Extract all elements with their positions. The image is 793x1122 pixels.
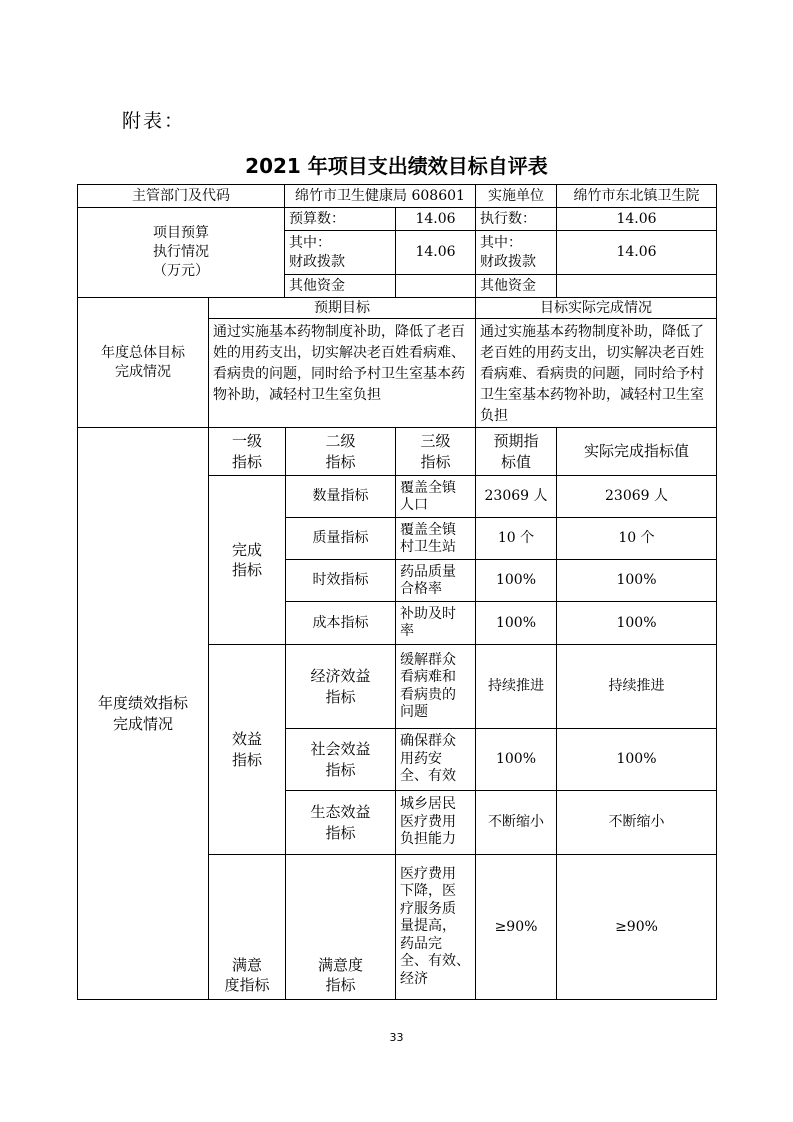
row-level3: 医疗费用 下降，医 疗服务质 量提高， 药品完 全、有效、 经济 [395, 854, 476, 1000]
fiscal-exec-label: 其中： 财政拨款 [475, 230, 557, 275]
unit-label: 实施单位 [475, 184, 557, 208]
row-level3: 确保群众 用药安 全、有效 [395, 728, 476, 791]
row-expected: 100% [475, 728, 557, 791]
row-expected: 不断缩小 [475, 790, 557, 855]
row-actual: 10 个 [556, 517, 717, 560]
row-level3: 覆盖全镇 村卫生站 [395, 517, 476, 560]
header-level1: 一级 指标 [208, 427, 286, 476]
actual-goal-header: 目标实际完成情况 [475, 297, 717, 319]
header-actual: 实际完成指标值 [556, 427, 717, 476]
budget-label: 预算数： [284, 207, 396, 231]
overall-section-label: 年度总体目标 完成情况 [77, 297, 209, 428]
page-number: 33 [389, 1031, 404, 1044]
budget-section-label: 项目预算 执行情况 （万元） [77, 207, 285, 298]
group-satisfaction: 满意 度指标 [208, 854, 286, 1000]
row-level2: 时效指标 [285, 559, 396, 602]
row-actual: 100% [556, 559, 717, 602]
header-level2: 二级 指标 [285, 427, 396, 476]
row-level3: 城乡居民 医疗费用 负担能力 [395, 790, 476, 855]
other-value [395, 274, 476, 298]
row-expected: 100% [475, 559, 557, 602]
dept-value: 绵竹市卫生健康局 608601 [284, 184, 476, 208]
row-level3: 缓解群众 看病难和 看病贵的 问题 [395, 644, 476, 729]
row-actual: 100% [556, 601, 717, 645]
dept-label: 主管部门及代码 [77, 184, 285, 208]
row-actual: 23069 人 [556, 475, 717, 518]
row-level2: 满意度 指标 [285, 854, 396, 1000]
expected-goal-header: 预期目标 [208, 297, 476, 319]
fiscal-label: 其中： 财政拨款 [284, 230, 396, 275]
exec-label: 执行数： [475, 207, 557, 231]
fiscal-exec-value: 14.06 [556, 230, 717, 275]
indicators-section-label: 年度绩效指标 完成情况 [77, 427, 209, 1000]
row-actual: 不断缩小 [556, 790, 717, 855]
row-expected: ≥90% [475, 854, 557, 1000]
row-expected: 10 个 [475, 517, 557, 560]
row-level2: 数量指标 [285, 475, 396, 518]
row-expected: 持续推进 [475, 644, 557, 729]
actual-goal-text: 通过实施基本药物制度补助，降低了老百姓的用药支出，切实解决老百姓看病难、看病贵的问题，同时给予村卫生室基本药物补助，减轻村卫生室负担 [475, 318, 717, 428]
header-expected: 预期指 标值 [475, 427, 557, 476]
row-level2: 生态效益 指标 [285, 790, 396, 855]
row-actual: 100% [556, 728, 717, 791]
exec-value: 14.06 [556, 207, 717, 231]
row-expected: 23069 人 [475, 475, 557, 518]
row-level3: 补助及时 率 [395, 601, 476, 645]
row-level2: 成本指标 [285, 601, 396, 645]
attachment-label: 附表： [122, 110, 186, 132]
group-completion: 完成 指标 [208, 475, 286, 645]
row-level2: 社会效益 指标 [285, 728, 396, 791]
row-level3: 药品质量 合格率 [395, 559, 476, 602]
budget-value: 14.06 [395, 207, 476, 231]
fiscal-value: 14.06 [395, 230, 476, 275]
row-level2: 质量指标 [285, 517, 396, 560]
other-label: 其他资金 [284, 274, 396, 298]
other-exec-value [556, 274, 717, 298]
group-benefit: 效益 指标 [208, 644, 286, 855]
other-exec-label: 其他资金 [475, 274, 557, 298]
row-level2: 经济效益 指标 [285, 644, 396, 729]
unit-value: 绵竹市东北镇卫生院 [556, 184, 717, 208]
row-actual: ≥90% [556, 854, 717, 1000]
row-level3: 覆盖全镇 人口 [395, 475, 476, 518]
expected-goal-text: 通过实施基本药物制度补助，降低了老百姓的用药支出，切实解决老百姓看病难、看病贵的问题，同时给予村卫生室基本药物补助，减轻村卫生室负担 [208, 318, 476, 428]
row-expected: 100% [475, 601, 557, 645]
header-level3: 三级 指标 [395, 427, 476, 476]
page-title: 2021 年项目支出绩效目标自评表 [245, 154, 548, 178]
row-actual: 持续推进 [556, 644, 717, 729]
